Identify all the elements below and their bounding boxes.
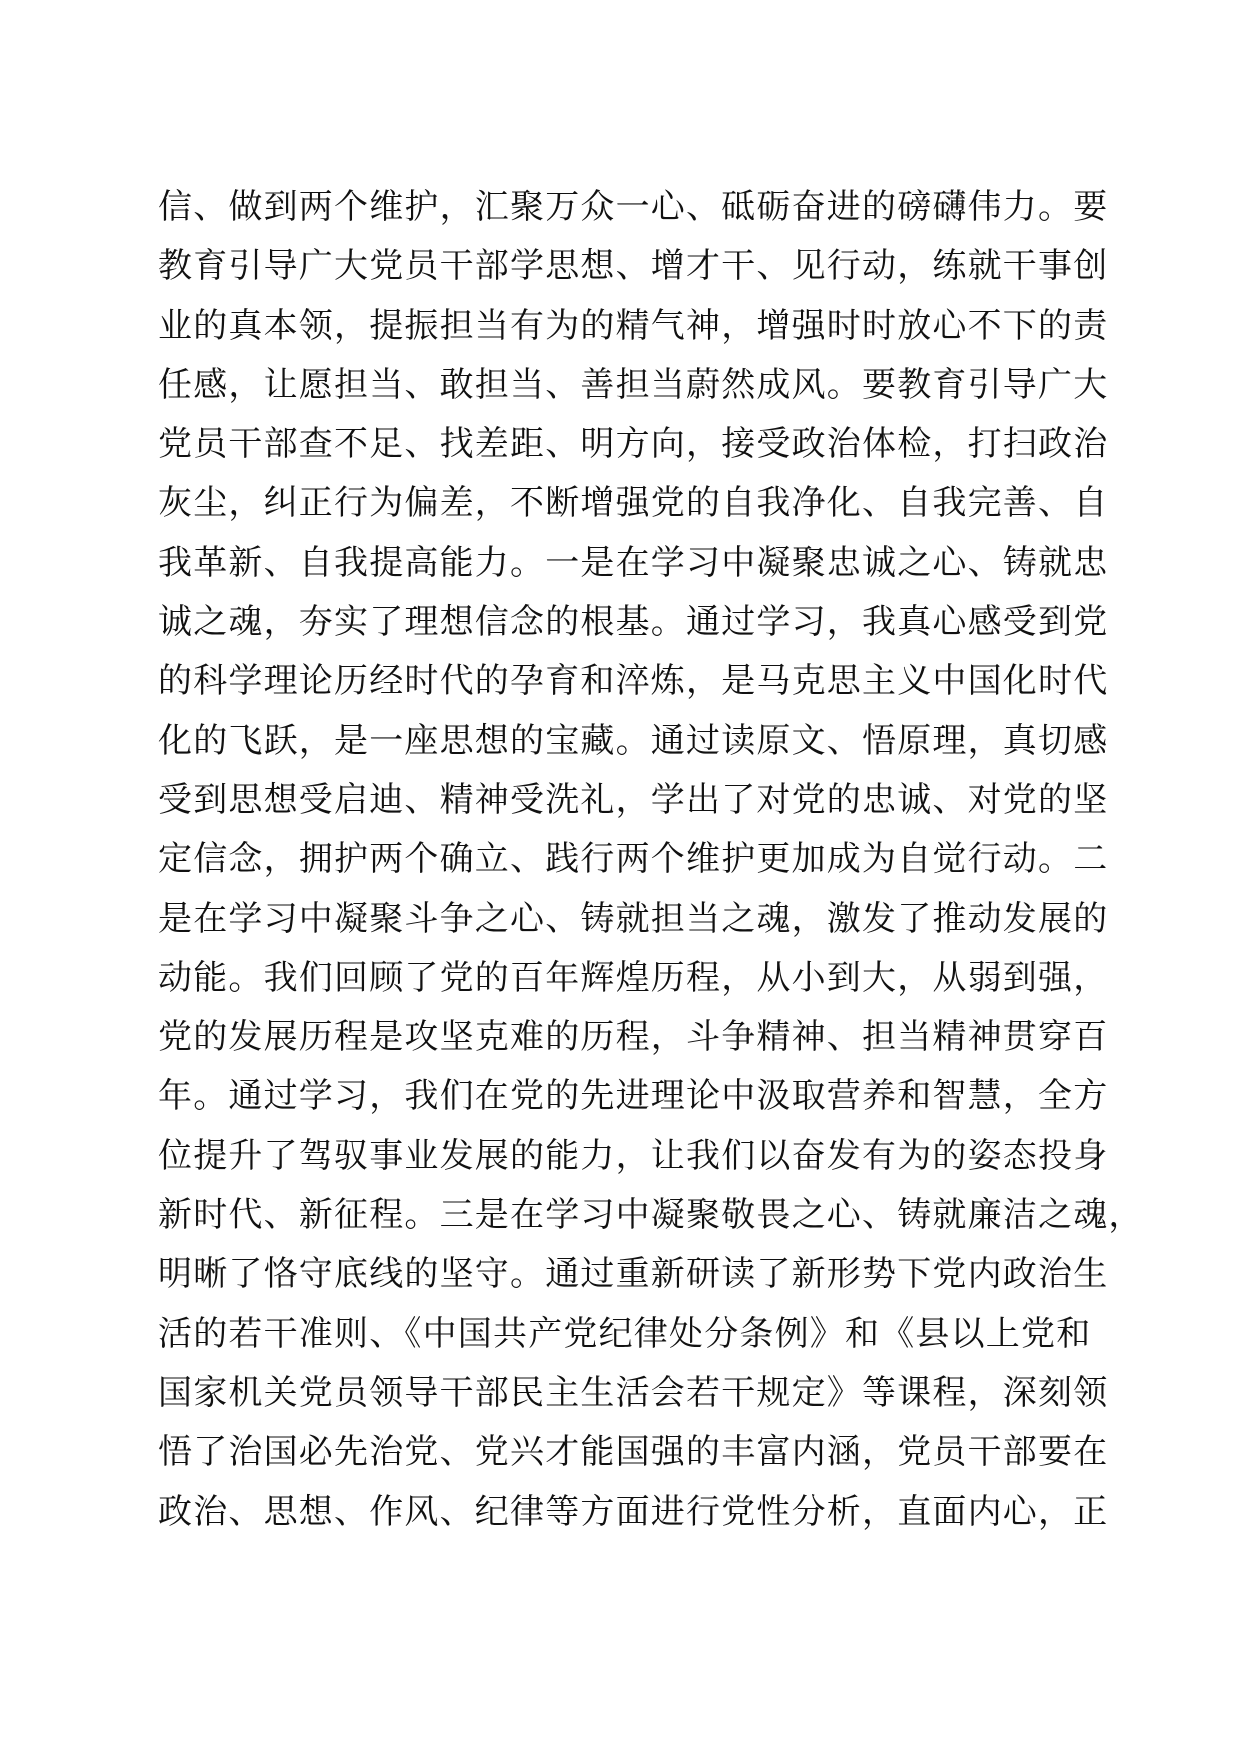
text-line: 任感，让愿担当、敢担当、善担当蔚然成风。要教育引导广大 xyxy=(158,364,1109,405)
text-line: 政治、思想、作风、纪律等方面进行党性分析，直面内心，正 xyxy=(158,1491,1109,1532)
text-line: 党员干部查不足、找差距、明方向，接受政治体检，打扫政治 xyxy=(158,424,1109,465)
text-line: 业的真本领，提振担当有为的精气神，增强时时放心不下的责 xyxy=(158,305,1109,346)
text-line: 位提升了驾驭事业发展的能力，让我们以奋发有为的姿态投身 xyxy=(158,1135,1109,1176)
text-line: 是在学习中凝聚斗争之心、铸就担当之魂，激发了推动发展的 xyxy=(158,898,1109,939)
text-line: 化的飞跃，是一座思想的宝藏。通过读原文、悟原理，真切感 xyxy=(158,720,1109,761)
text-line: 灰尘，纠正行为偏差，不断增强党的自我净化、自我完善、自 xyxy=(158,483,1109,524)
text-line: 国家机关党员领导干部民主生活会若干规定》等课程，深刻领 xyxy=(158,1372,1109,1413)
text-line: 动能。我们回顾了党的百年辉煌历程，从小到大，从弱到强， xyxy=(158,957,1109,998)
text-line: 悟了治国必先治党、党兴才能国强的丰富内涵，党员干部要在 xyxy=(158,1432,1109,1473)
text-line: 的科学理论历经时代的孕育和淬炼，是马克思主义中国化时代 xyxy=(158,661,1109,702)
text-line: 党的发展历程是攻坚克难的历程，斗争精神、担当精神贯穿百 xyxy=(158,1017,1109,1058)
text-line: 教育引导广大党员干部学思想、增才干、见行动，练就干事创 xyxy=(158,246,1109,287)
text-line: 定信念，拥护两个确立、践行两个维护更加成为自觉行动。二 xyxy=(158,839,1109,880)
text-line: 我革新、自我提高能力。一是在学习中凝聚忠诚之心、铸就忠 xyxy=(158,542,1109,583)
text-line: 信、做到两个维护，汇聚万众一心、砥砺奋进的磅礴伟力。要 xyxy=(158,187,1109,227)
body-text xyxy=(158,178,1144,1542)
text-line: 受到思想受启迪、精神受洗礼，学出了对党的忠诚、对党的坚 xyxy=(158,779,1109,820)
text-line: 诚之魂，夯实了理想信念的根基。通过学习，我真心感受到党 xyxy=(158,602,1109,643)
text-line: 年。通过学习，我们在党的先进理论中汲取营养和智慧，全方 xyxy=(158,1076,1109,1117)
text-line: 新时代、新征程。三是在学习中凝聚敬畏之心、铸就廉洁之魂， xyxy=(158,1195,1144,1236)
text-line: 明晰了恪守底线的坚守。通过重新研读了新形势下党内政治生 xyxy=(158,1254,1109,1295)
text-line: 活的若干准则、《中国共产党纪律处分条例》和《县以上党和 xyxy=(158,1313,1092,1354)
